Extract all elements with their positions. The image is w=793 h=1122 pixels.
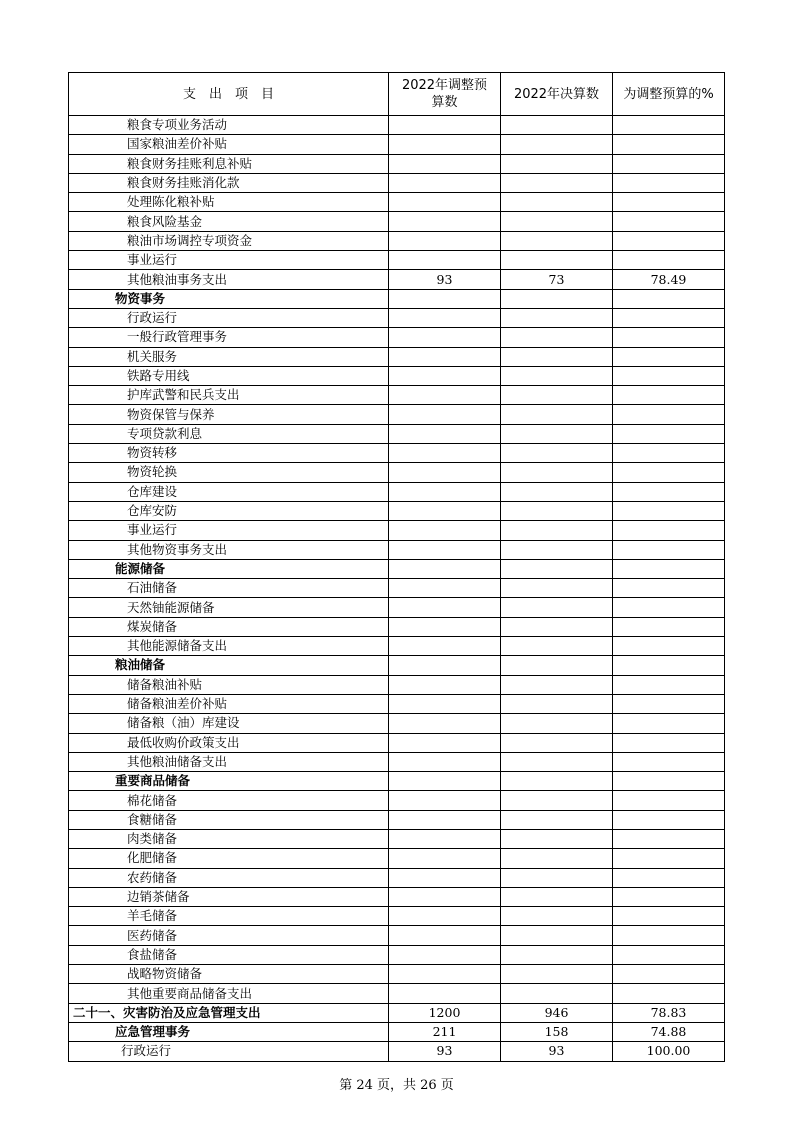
row-adjusted-budget <box>389 521 501 540</box>
row-adjusted-budget <box>389 559 501 578</box>
row-pct-of-adjusted <box>613 173 725 192</box>
row-final-account <box>501 849 613 868</box>
row-pct-of-adjusted <box>613 405 725 424</box>
row-final-account <box>501 598 613 617</box>
row-item-name: 天然铀能源储备 <box>69 598 389 617</box>
row-adjusted-budget <box>389 598 501 617</box>
header-final-account: 2022年决算数 <box>501 73 613 116</box>
table-row <box>69 887 725 906</box>
table-row <box>69 540 725 559</box>
row-pct-of-adjusted <box>613 714 725 733</box>
row-final-account <box>501 829 613 848</box>
table-row <box>69 694 725 713</box>
row-item-name: 粮油储备 <box>69 656 389 675</box>
row-pct-of-adjusted <box>613 308 725 327</box>
row-pct-of-adjusted <box>613 849 725 868</box>
row-final-account <box>501 945 613 964</box>
row-item-name: 边销茶储备 <box>69 887 389 906</box>
table-row <box>69 1022 725 1041</box>
row-item-name: 储备粮油差价补贴 <box>69 694 389 713</box>
row-pct-of-adjusted <box>613 579 725 598</box>
row-pct-of-adjusted <box>613 926 725 945</box>
row-item-name: 粮食专项业务活动 <box>69 116 389 135</box>
expenditure-table <box>68 72 725 1062</box>
table-row <box>69 868 725 887</box>
row-item-name: 物资保管与保养 <box>69 405 389 424</box>
row-item-name: 重要商品储备 <box>69 772 389 791</box>
header-item: 支 出 项 目 <box>69 73 389 116</box>
row-adjusted-budget <box>389 656 501 675</box>
header-adjusted-budget: 2022年调整预算数 <box>389 73 501 116</box>
row-pct-of-adjusted <box>613 984 725 1003</box>
row-adjusted-budget <box>389 386 501 405</box>
row-item-name: 最低收购价政策支出 <box>69 733 389 752</box>
table-row <box>69 251 725 270</box>
table-row <box>69 637 725 656</box>
row-final-account <box>501 231 613 250</box>
table-row <box>69 1003 725 1022</box>
row-item-name: 粮食财务挂账消化款 <box>69 173 389 192</box>
row-item-name: 化肥储备 <box>69 849 389 868</box>
row-item-name: 粮食风险基金 <box>69 212 389 231</box>
row-adjusted-budget <box>389 444 501 463</box>
row-adjusted-budget <box>389 675 501 694</box>
table-row <box>69 308 725 327</box>
row-final-account <box>501 173 613 192</box>
table-row <box>69 752 725 771</box>
row-pct-of-adjusted <box>613 251 725 270</box>
row-adjusted-budget <box>389 868 501 887</box>
row-pct-of-adjusted <box>613 231 725 250</box>
table-row <box>69 1042 725 1061</box>
row-final-account <box>501 656 613 675</box>
row-final-account <box>501 193 613 212</box>
row-final-account: 73 <box>501 270 613 289</box>
row-adjusted-budget <box>389 829 501 848</box>
row-final-account: 158 <box>501 1022 613 1041</box>
table-row <box>69 772 725 791</box>
row-final-account <box>501 521 613 540</box>
page-number: 第 24 页，共 26 页 <box>339 1078 454 1093</box>
row-adjusted-budget <box>389 289 501 308</box>
row-adjusted-budget <box>389 173 501 192</box>
row-adjusted-budget <box>389 810 501 829</box>
row-adjusted-budget <box>389 907 501 926</box>
row-final-account <box>501 907 613 926</box>
row-adjusted-budget: 211 <box>389 1022 501 1041</box>
row-pct-of-adjusted <box>613 386 725 405</box>
row-adjusted-budget <box>389 116 501 135</box>
row-final-account <box>501 984 613 1003</box>
row-final-account <box>501 463 613 482</box>
row-pct-of-adjusted <box>613 521 725 540</box>
row-final-account <box>501 308 613 327</box>
row-final-account <box>501 733 613 752</box>
row-final-account <box>501 714 613 733</box>
row-final-account <box>501 135 613 154</box>
table-row <box>69 965 725 984</box>
row-pct-of-adjusted <box>613 656 725 675</box>
table-row <box>69 907 725 926</box>
table-row <box>69 135 725 154</box>
row-final-account <box>501 405 613 424</box>
row-item-name: 物资轮换 <box>69 463 389 482</box>
row-pct-of-adjusted <box>613 965 725 984</box>
row-item-name: 机关服务 <box>69 347 389 366</box>
table-row <box>69 328 725 347</box>
row-adjusted-budget <box>389 965 501 984</box>
row-pct-of-adjusted <box>613 829 725 848</box>
row-pct-of-adjusted <box>613 366 725 385</box>
row-adjusted-budget <box>389 328 501 347</box>
row-final-account <box>501 501 613 520</box>
row-final-account <box>501 810 613 829</box>
table-row <box>69 945 725 964</box>
row-final-account <box>501 887 613 906</box>
table-row <box>69 733 725 752</box>
row-item-name: 粮油市场调控专项资金 <box>69 231 389 250</box>
table-row <box>69 212 725 231</box>
row-item-name: 医药储备 <box>69 926 389 945</box>
row-adjusted-budget <box>389 482 501 501</box>
row-adjusted-budget <box>389 154 501 173</box>
row-pct-of-adjusted: 100.00 <box>613 1042 725 1061</box>
row-final-account <box>501 675 613 694</box>
row-item-name: 仓库建设 <box>69 482 389 501</box>
table-row <box>69 270 725 289</box>
row-pct-of-adjusted <box>613 752 725 771</box>
row-adjusted-budget <box>389 926 501 945</box>
row-item-name: 煤炭储备 <box>69 617 389 636</box>
row-item-name: 食盐储备 <box>69 945 389 964</box>
row-item-name: 事业运行 <box>69 251 389 270</box>
table-row <box>69 559 725 578</box>
row-final-account <box>501 366 613 385</box>
row-adjusted-budget <box>389 347 501 366</box>
row-item-name: 行政运行 <box>69 1042 389 1061</box>
row-item-name: 仓库安防 <box>69 501 389 520</box>
row-pct-of-adjusted <box>613 347 725 366</box>
row-adjusted-budget <box>389 945 501 964</box>
row-final-account: 946 <box>501 1003 613 1022</box>
row-pct-of-adjusted <box>613 733 725 752</box>
row-pct-of-adjusted <box>613 598 725 617</box>
row-adjusted-budget <box>389 308 501 327</box>
table-row <box>69 656 725 675</box>
table-row <box>69 463 725 482</box>
table-row <box>69 501 725 520</box>
row-final-account <box>501 424 613 443</box>
row-pct-of-adjusted <box>613 810 725 829</box>
row-adjusted-budget <box>389 714 501 733</box>
row-adjusted-budget <box>389 887 501 906</box>
row-pct-of-adjusted: 74.88 <box>613 1022 725 1041</box>
table-header-row <box>69 73 725 116</box>
row-final-account <box>501 540 613 559</box>
row-final-account <box>501 637 613 656</box>
table-row <box>69 289 725 308</box>
row-item-name: 棉花储备 <box>69 791 389 810</box>
table-row <box>69 347 725 366</box>
row-item-name: 其他粮油储备支出 <box>69 752 389 771</box>
row-adjusted-budget <box>389 694 501 713</box>
row-final-account <box>501 694 613 713</box>
row-adjusted-budget: 93 <box>389 270 501 289</box>
row-item-name: 粮食财务挂账利息补贴 <box>69 154 389 173</box>
table-row <box>69 810 725 829</box>
table-row <box>69 482 725 501</box>
table-row <box>69 154 725 173</box>
row-adjusted-budget <box>389 540 501 559</box>
row-item-name: 其他粮油事务支出 <box>69 270 389 289</box>
header-pct-of-adjusted: 为调整预算的% <box>613 73 725 116</box>
row-final-account <box>501 289 613 308</box>
row-item-name: 石油储备 <box>69 579 389 598</box>
table-body <box>69 116 725 1062</box>
row-pct-of-adjusted <box>613 540 725 559</box>
row-final-account <box>501 926 613 945</box>
row-pct-of-adjusted <box>613 212 725 231</box>
row-pct-of-adjusted <box>613 559 725 578</box>
table-row <box>69 579 725 598</box>
row-final-account <box>501 791 613 810</box>
row-pct-of-adjusted <box>613 945 725 964</box>
row-pct-of-adjusted <box>613 135 725 154</box>
row-item-name: 物资转移 <box>69 444 389 463</box>
row-pct-of-adjusted <box>613 154 725 173</box>
row-pct-of-adjusted <box>613 887 725 906</box>
row-adjusted-budget <box>389 579 501 598</box>
row-pct-of-adjusted <box>613 289 725 308</box>
row-final-account <box>501 868 613 887</box>
row-item-name: 国家粮油差价补贴 <box>69 135 389 154</box>
row-item-name: 专项贷款利息 <box>69 424 389 443</box>
row-adjusted-budget <box>389 424 501 443</box>
row-final-account <box>501 772 613 791</box>
row-item-name: 羊毛储备 <box>69 907 389 926</box>
row-pct-of-adjusted <box>613 482 725 501</box>
row-adjusted-budget <box>389 212 501 231</box>
table-row <box>69 675 725 694</box>
row-final-account <box>501 752 613 771</box>
row-pct-of-adjusted <box>613 617 725 636</box>
row-pct-of-adjusted <box>613 444 725 463</box>
row-item-name: 储备粮（油）库建设 <box>69 714 389 733</box>
row-adjusted-budget <box>389 772 501 791</box>
table-row <box>69 444 725 463</box>
row-final-account: 93 <box>501 1042 613 1061</box>
table-row <box>69 521 725 540</box>
row-item-name: 农药储备 <box>69 868 389 887</box>
row-final-account <box>501 559 613 578</box>
row-adjusted-budget: 93 <box>389 1042 501 1061</box>
table-row <box>69 386 725 405</box>
row-adjusted-budget <box>389 135 501 154</box>
table-row <box>69 617 725 636</box>
row-final-account <box>501 212 613 231</box>
table-row <box>69 193 725 212</box>
row-final-account <box>501 579 613 598</box>
row-final-account <box>501 251 613 270</box>
row-pct-of-adjusted <box>613 868 725 887</box>
table-row <box>69 984 725 1003</box>
row-item-name: 行政运行 <box>69 308 389 327</box>
row-item-name: 事业运行 <box>69 521 389 540</box>
table-row <box>69 366 725 385</box>
row-item-name: 应急管理事务 <box>69 1022 389 1041</box>
row-adjusted-budget <box>389 405 501 424</box>
row-final-account <box>501 386 613 405</box>
table-row <box>69 231 725 250</box>
row-final-account <box>501 347 613 366</box>
row-item-name: 能源储备 <box>69 559 389 578</box>
row-item-name: 其他物资事务支出 <box>69 540 389 559</box>
row-item-name: 护库武警和民兵支出 <box>69 386 389 405</box>
table-row <box>69 424 725 443</box>
table-row <box>69 598 725 617</box>
row-pct-of-adjusted <box>613 328 725 347</box>
row-item-name: 储备粮油补贴 <box>69 675 389 694</box>
row-pct-of-adjusted <box>613 791 725 810</box>
table-row <box>69 849 725 868</box>
row-pct-of-adjusted: 78.49 <box>613 270 725 289</box>
table-row <box>69 116 725 135</box>
row-pct-of-adjusted <box>613 772 725 791</box>
row-pct-of-adjusted <box>613 116 725 135</box>
row-pct-of-adjusted: 78.83 <box>613 1003 725 1022</box>
table-row <box>69 405 725 424</box>
row-pct-of-adjusted <box>613 501 725 520</box>
row-adjusted-budget <box>389 193 501 212</box>
row-adjusted-budget <box>389 463 501 482</box>
table-row <box>69 173 725 192</box>
row-final-account <box>501 617 613 636</box>
row-adjusted-budget <box>389 733 501 752</box>
row-adjusted-budget <box>389 984 501 1003</box>
row-adjusted-budget <box>389 231 501 250</box>
row-pct-of-adjusted <box>613 424 725 443</box>
row-item-name: 食糖储备 <box>69 810 389 829</box>
row-adjusted-budget <box>389 366 501 385</box>
row-adjusted-budget <box>389 617 501 636</box>
table-row <box>69 714 725 733</box>
table-row <box>69 791 725 810</box>
table-row <box>69 829 725 848</box>
row-item-name: 战略物资储备 <box>69 965 389 984</box>
row-pct-of-adjusted <box>613 193 725 212</box>
row-adjusted-budget: 1200 <box>389 1003 501 1022</box>
row-pct-of-adjusted <box>613 463 725 482</box>
row-item-name: 其他能源储备支出 <box>69 637 389 656</box>
row-final-account <box>501 154 613 173</box>
row-adjusted-budget <box>389 752 501 771</box>
row-item-name: 一般行政管理事务 <box>69 328 389 347</box>
row-item-name: 二十一、灾害防治及应急管理支出 <box>69 1003 389 1022</box>
row-pct-of-adjusted <box>613 675 725 694</box>
row-final-account <box>501 328 613 347</box>
row-item-name: 其他重要商品储备支出 <box>69 984 389 1003</box>
row-pct-of-adjusted <box>613 637 725 656</box>
row-final-account <box>501 965 613 984</box>
table-row <box>69 926 725 945</box>
row-item-name: 物资事务 <box>69 289 389 308</box>
row-adjusted-budget <box>389 849 501 868</box>
row-final-account <box>501 116 613 135</box>
row-final-account <box>501 444 613 463</box>
row-item-name: 铁路专用线 <box>69 366 389 385</box>
row-adjusted-budget <box>389 637 501 656</box>
row-adjusted-budget <box>389 501 501 520</box>
row-pct-of-adjusted <box>613 694 725 713</box>
row-final-account <box>501 482 613 501</box>
row-pct-of-adjusted <box>613 907 725 926</box>
row-item-name: 肉类储备 <box>69 829 389 848</box>
row-adjusted-budget <box>389 791 501 810</box>
row-item-name: 处理陈化粮补贴 <box>69 193 389 212</box>
row-adjusted-budget <box>389 251 501 270</box>
